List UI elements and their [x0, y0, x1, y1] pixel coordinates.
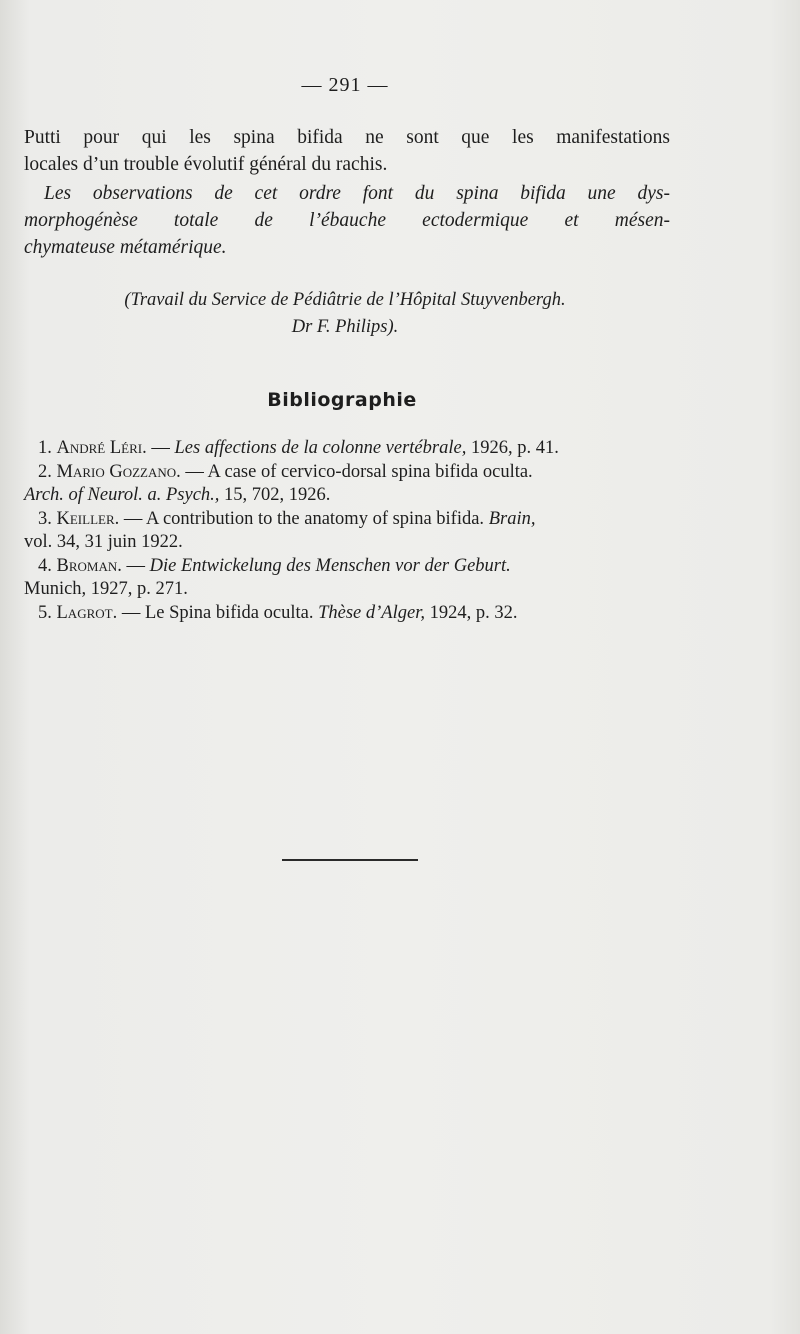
- page-number: — 291 —: [301, 74, 389, 96]
- work-credit: [60, 287, 630, 341]
- entry-author: André Léri.: [56, 438, 147, 458]
- entry-number: 5.: [38, 602, 52, 623]
- entry-dash: —: [121, 555, 150, 576]
- bibliography-entry: [24, 437, 670, 461]
- entry-title: A contribution to the anatomy of spina bifida.: [145, 508, 485, 529]
- entry-number: 2.: [38, 461, 52, 482]
- bibliography-entry: [24, 461, 670, 508]
- entry-number: 3.: [38, 508, 52, 529]
- end-rule: [282, 859, 418, 861]
- entry-details: Munich, 1927, p. 271.: [24, 579, 188, 599]
- paragraph-conclusion: [24, 124, 670, 178]
- paragraph-observations: [24, 180, 670, 261]
- text-line: Putti pour qui les spina bifida ne sont que les manifestations: [24, 127, 670, 148]
- text-line: Les observations de cet ordre font du spina bifida une dys-: [44, 183, 670, 204]
- bibliography-heading: Bibliographie: [267, 389, 417, 411]
- text-line: morphogénèse totale de l’ébauche ectodermique et mésen-: [24, 210, 670, 231]
- entry-author: Broman.: [56, 555, 122, 576]
- entry-details: vol. 34, 31 juin 1922.: [24, 532, 183, 552]
- entry-dash: —: [180, 461, 208, 482]
- entry-dash: —: [119, 508, 146, 529]
- entry-author: Mario Gozzano.: [56, 461, 181, 482]
- entry-title: A case of cervico-dorsal spina bifida oculta.: [207, 461, 533, 482]
- entry-details: 1926, p. 41.: [466, 438, 559, 458]
- entry-author: Lagrot.: [56, 602, 118, 623]
- text-line: locales d’un trouble évolutif général du rachis.: [24, 154, 388, 175]
- entry-title: Le Spina bifida oculta.: [144, 602, 314, 623]
- entry-title: Les affections de la colonne vertébrale,: [174, 438, 467, 458]
- entry-author: Keiller.: [56, 508, 120, 529]
- bibliography-entry: [24, 602, 670, 626]
- entry-number: 4.: [38, 555, 52, 576]
- entry-details: 1924, p. 32.: [424, 602, 518, 623]
- entry-journal: Arch. of Neurol. a. Psych.,: [24, 485, 220, 505]
- entry-dash: —: [146, 438, 175, 458]
- entry-details: 15, 702, 1926.: [219, 485, 331, 505]
- entry-journal: Brain,: [488, 508, 536, 529]
- credit-line: (Travail du Service de Pédiâtrie de l’Hôpital Stuyvenbergh.: [124, 290, 566, 310]
- credit-line: Dr F. Philips).: [291, 317, 399, 337]
- bibliography-entry: [24, 555, 670, 602]
- entry-title: Die Entwickelung des Menschen vor der Geburt.: [149, 555, 511, 576]
- text-line: chymateuse métamérique.: [24, 237, 227, 258]
- bibliography-list: [24, 437, 670, 625]
- entry-journal: Thèse d’Alger,: [318, 602, 425, 623]
- entry-dash: —: [117, 602, 145, 623]
- entry-number: 1.: [38, 438, 52, 458]
- bibliography-entry: [24, 508, 670, 555]
